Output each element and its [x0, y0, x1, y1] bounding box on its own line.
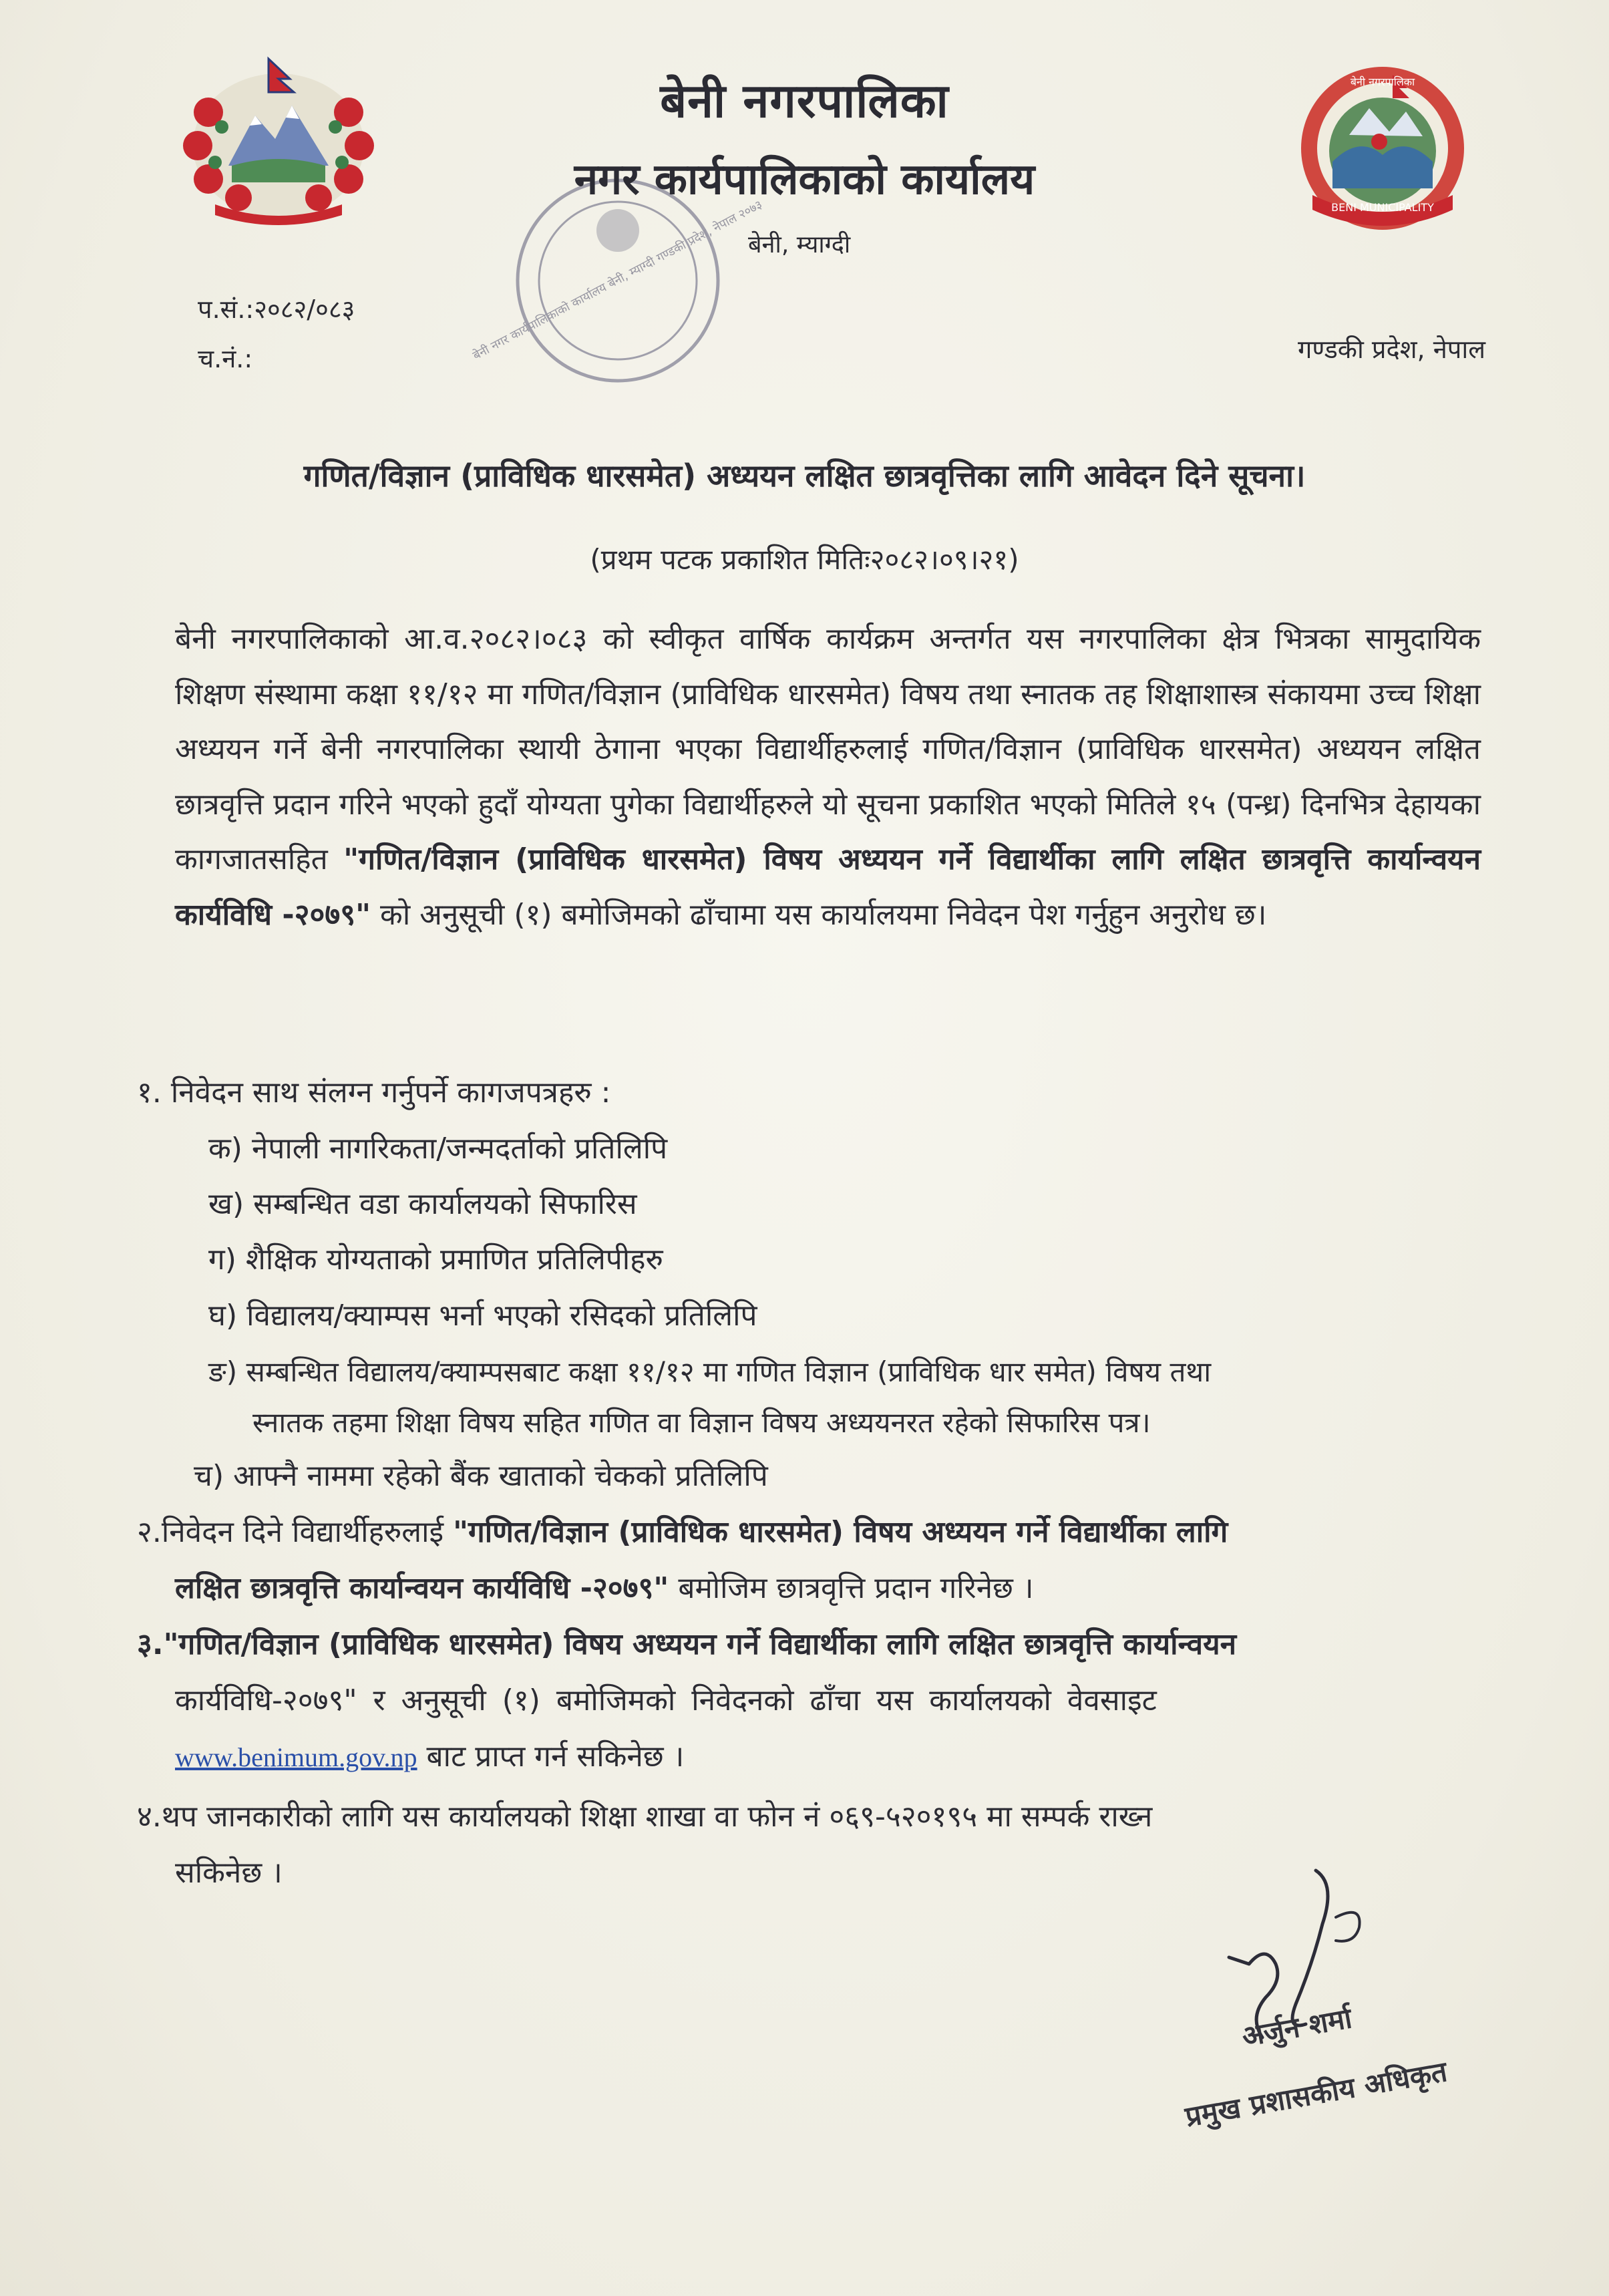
office-location: बेनी, म्याग्दी [748, 231, 851, 259]
municipality-name: बेनी नगरपालिका [660, 73, 949, 128]
notice-body-paragraph [175, 612, 1481, 943]
signer-name: अर्जुन शर्मा [1239, 2001, 1355, 2054]
point-2-line-1 [137, 1512, 1228, 1552]
notice-title: गणित/विज्ञान (प्राविधिक धारसमेत) अध्ययन लक्षित छात्रवृत्तिका लागि आवेदन दिने सूचना। [303, 458, 1306, 494]
documents-heading: १. निवेदन साथ संलग्न गर्नुपर्ने कागजपत्रहरु : [137, 1076, 611, 1110]
point-3-line-3 [175, 1737, 684, 1778]
document-item: ङ) सम्बन्धित विद्यालय/क्याम्पसबाट कक्षा ११/१२ मा गणित विज्ञान (प्राविधिक धार समेत) विषय तथा [208, 1355, 1212, 1388]
document-item: च) आफ्नै नाममा रहेको बैंक खाताको चेकको प्रतिलिपि [194, 1459, 768, 1493]
body-text-2: को अनुसूची (१) बमोजिमको ढाँचामा यस कार्यालयमा निवेदन पेश गर्नुहुन अनुरोध छ। [371, 897, 1267, 932]
point-2-line-2 [175, 1569, 1034, 1609]
office-name: नगर कार्यपालिकाको कार्यालय [574, 155, 1035, 204]
publish-date: (प्रथम पटक प्रकाशित मितिः२०८२।०९।२१) [590, 543, 1019, 576]
document-item: क) नेपाली नागरिकता/जन्मदर्ताको प्रतिलिपि [208, 1132, 668, 1166]
stamp-text: बेनी नगर कार्यपालिकाको कार्यालय बेनी, म्याग्दी गण्डकी प्रदेश, नेपाल २०७३ [470, 197, 765, 363]
document-item: ख) सम्बन्धित वडा कार्यालयको सिफारिस [208, 1187, 637, 1221]
website-link[interactable]: www.benimum.gov.np [175, 1742, 417, 1772]
document-item: ग) शैक्षिक योग्यताको प्रमाणित प्रतिलिपीहरु [208, 1243, 663, 1277]
point-2-text-cont: बमोजिम छात्रवृत्ति प्रदान गरिनेछ । [669, 1571, 1034, 1605]
emblem-top-text: बेनी नगरपालिका [1350, 75, 1415, 88]
document-item: घ) विद्यालय/क्याम्पस भर्ना भएको रसिदको प्रतिलिपि [208, 1299, 757, 1333]
signer-designation: प्रमुख प्रशासकीय अधिकृत [1182, 2055, 1450, 2134]
point-4-line-2: सकिनेछ । [175, 1856, 283, 1890]
point-2-text: २.निवेदन दिने विद्यार्थीहरुलाई [137, 1515, 454, 1549]
point-2-procedure-name-cont: लक्षित छात्रवृत्ति कार्यान्वयन कार्यविधि -२०७९" [175, 1571, 669, 1605]
document-item-continued: स्नातक तहमा शिक्षा विषय सहित गणित वा विज्ञान विषय अध्ययनरत रहेको सिफारिस पत्र। [252, 1406, 1151, 1439]
point-4-line-1: ४.थप जानकारीको लागि यस कार्यालयको शिक्षा शाखा वा फोन नं ०६९-५२०१९५ मा सम्पर्क राख्न [137, 1800, 1153, 1834]
point-3-line-2: कार्यविधि-२०७९" र अनुसूची (१) बमोजिमको निवेदनको ढाँचा यस कार्यालयको वेवसाइट [175, 1683, 1157, 1717]
point-3-line-1: ३."गणित/विज्ञान (प्राविधिक धारसमेत) विषय अध्ययन गर्ने विद्यार्थीका लागि लक्षित छात्रवृत्ति कार्यान्वयन [137, 1627, 1237, 1661]
emblem-ribbon-text: BENI MUNICIPALITY [1331, 201, 1434, 214]
body-procedure-name: "गणित/विज्ञान (प्राविधिक धारसमेत) विषय अध्ययन गर्ने विद्यार्थीका लागि लक्षित छात्रवृत्ति कार्यान्वयन कार्यविधि -२०७९" [175, 842, 1481, 932]
point-2-procedure-name: "गणित/विज्ञान (प्राविधिक धारसमेत) विषय अध्ययन गर्ने विद्यार्थीका लागि [453, 1515, 1228, 1549]
province-address: गण्डकी प्रदेश, नेपाल [1298, 335, 1485, 364]
point-3-text: बाट प्राप्त गर्न सकिनेछ । [417, 1740, 685, 1774]
dispatch-number: च.नं.: [198, 344, 253, 373]
reference-number: प.सं.:२०८२/०८३ [198, 295, 355, 324]
body-text-1: बेनी नगरपालिकाको आ.व.२०८२।०८३ को स्वीकृत वार्षिक कार्यक्रम अन्तर्गत यस नगरपालिका क्षेत्र भित्रका सामुदायिक शिक्षण संस्थामा कक्षा ११/१२ मा गणित/विज्ञान (प्राविधिक धारसमेत) विषय तथा स्नातक तह शिक्षाशास्त्र संकायमा उच्च शिक्षा अध्ययन गर्ने बेनी नगरपालिका स्थायी ठेगाना भएका विद्यार्थीहरुलाई गणित/विज्ञान (प्राविधिक धारसमेत) अध्ययन लक्षित छात्रवृत्ति प्रदान गरिने भएको हुदाँ योग्यता पुगेका विद्यार्थीहरुले यो सूचना प्रकाशित भएको मितिले १५ (पन्ध्र) दिनभित्र देहायका कागजातसहित [175, 622, 1481, 877]
